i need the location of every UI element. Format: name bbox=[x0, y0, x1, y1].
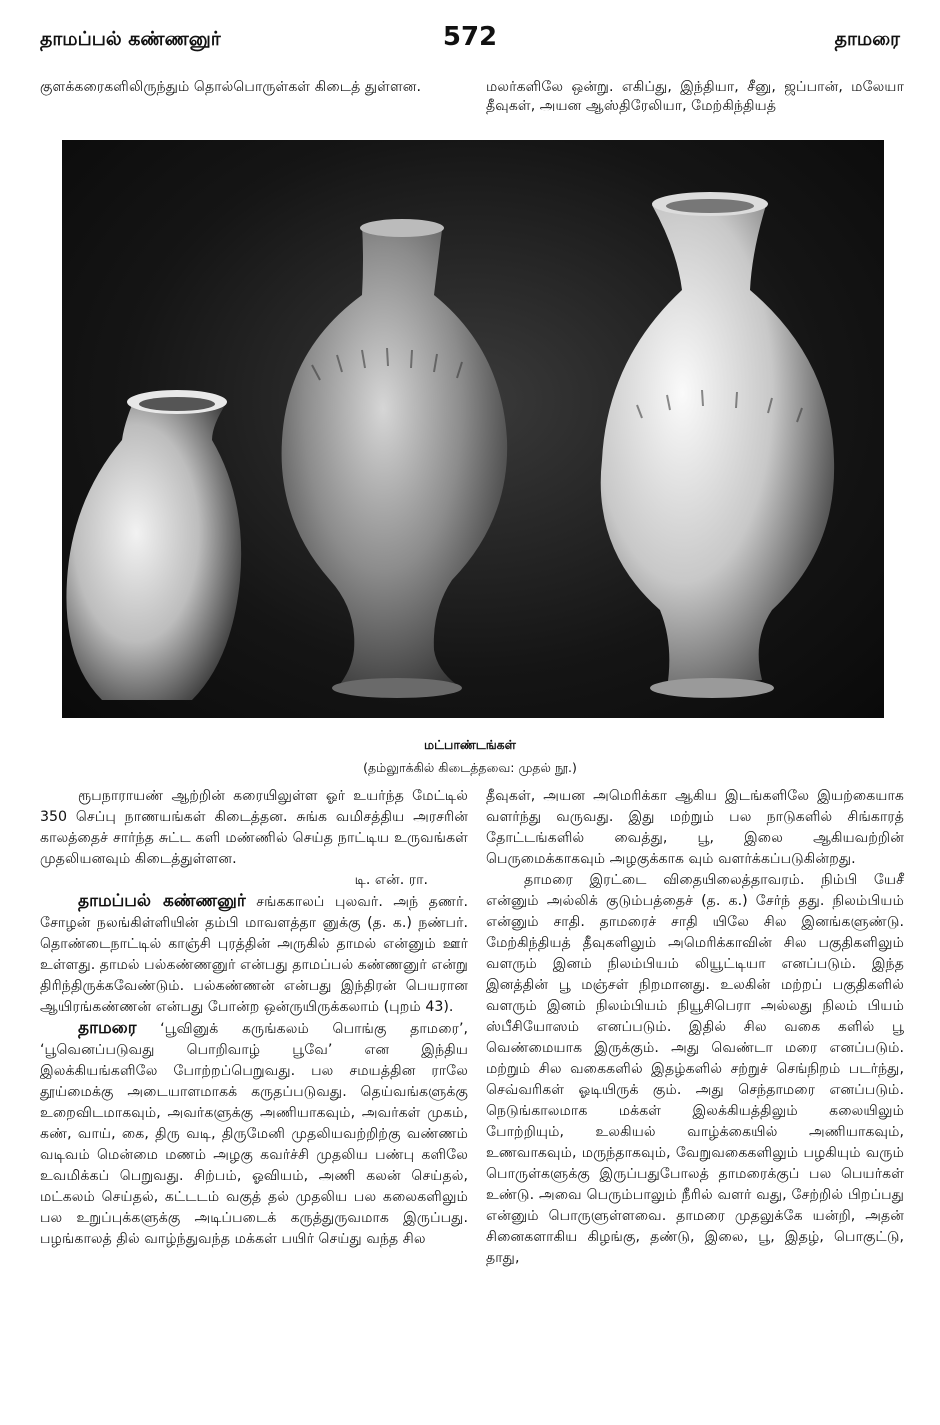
pottery-photograph bbox=[62, 140, 884, 718]
author-signature: டி. என். ரா. bbox=[354, 872, 428, 888]
entry-body: ‘பூவினுக் கருங்கலம் பொங்கு தாமரை’, ‘பூவெனப்படுவது பொறிவாழ் பூவே’ என இந்திய இலக்கியங்களிலே போற்றப்பெறுவது. பல சமயத்தின ராலே தூய்மைக்கு அடையாளமாகக் கருதப்படுவது. தெய்வங்களுக்கு உறைவிடமாகவும், அவர்களுக்கு அணியாகவும், அவர்கள் முகம், கண், வாய், கை, திரு வடி, திருமேனி முதலியவற்றிற்கு வண்ணம் வடிவம் மென்மை மணம் அழகு கவர்ச்சி முதலிய பண்பு களிலே உவமிக்கப் பெறுவது. சிற்பம், ஓவியம், அணி கலன் செய்தல், மட்கலம் செய்தல், கட்டடம் வகுத் தல் முதலிய பல கலைகளிலும் பல உறுப்புக்களுக்கு அடிப்படைக் கருத்துருவமாக இருப்பது. பழங்காலத் தில் வாழ்ந்துவந்த மக்கள் பயிர் செய்து வந்த சில bbox=[40, 1021, 468, 1247]
entry-body: சங்ககாலப் புலவர். அந் தணர். சோழன் நலங்கிள்ளியின் தம்பி மாவளத்தா னுக்கு (த. க.) நண்பர். தொண்டைநாட்டில் காஞ்சி புரத்தின் அருகில் தாமல் என்னும் ஊர் உள்ளது. தாமல் பல்கண்ணனுர் என்பது தாமப்பல் கண்ணனுர் என்று திரிந்திருக்கவேண்டும். பல்கண்ணன் என்பது இந்திரன் பெயரான ஆயிரங்கண்ணன் என்பது போன்ற ஒன்ருயிருக்கலாம் (புறம் 43). bbox=[40, 894, 469, 1015]
running-head-right: தாமரை bbox=[834, 28, 900, 50]
entry-tamarai bbox=[40, 1018, 468, 1250]
continuation-text-right: மலர்களிலே ஒன்று. எகிப்து, இந்தியா, சீனு, ஜப்பான், மலேயா தீவுகள், அயன ஆஸ்திரேலியா, மேற்கிந்தியத் bbox=[486, 79, 904, 114]
page-header bbox=[40, 22, 900, 62]
top-right-text bbox=[486, 78, 904, 116]
figure-caption-title: மட்பாண்டங்கள் bbox=[424, 737, 516, 752]
entry-tamappal-kannanar bbox=[40, 891, 468, 1018]
left-column bbox=[40, 786, 468, 1250]
right-column bbox=[486, 786, 904, 1269]
paragraph: தீவுகள், அயன அமெரிக்கா ஆகிய இடங்களிலே இயற்கையாக வளர்ந்து வருவது. இது மற்றும் பல நாடுகளில் சிங்காரத் தோட்டங்களில் வைத்து, பூ, இலை ஆகியவற்றின் பெருமைக்காகவும் அழகுக்காக வும் வளர்க்கப்படுகின்றது. bbox=[486, 788, 904, 867]
entry-headword: தாமப்பல் கண்ணனுர் bbox=[78, 891, 246, 911]
top-left-text bbox=[40, 78, 468, 97]
running-head-left: தாமப்பல் கண்ணனுர் bbox=[40, 28, 221, 50]
paragraph: தாமரை இரட்டை விதையிலைத்தாவரம். நிம்பி யேசீ என்னும் அல்லிக் குடும்பத்தைச் (த. க.) சேர்ந் தது. நிலம்பியம் என்னும் சாதி. தாமரைச் சாதி யிலே சில இனங்களுண்டு. மேற்கிந்தியத் தீவுகளிலும் அமெரிக்காவின் சில பகுதிகளிலும் வளரும் இனம் நிலம்பியம் லியூட்டியா எனப்படும். இந்த இனத்தின் பூ மஞ்சள் நிறமானது. உலகின் மற்றப் பகுதிகளில் வளரும் இனம் நிலம்பியம் நியூசிபெரா அல்லது நிலம் பியம் ஸ்பீசியோஸம் எனப்படும். இதில் சில வகை களில் பூ வெண்மையாக இருக்கும். அது வெண்டா மரை எனப்படும். மற்றும் சில வகைகளில் இதழ்களில் சற்றுச் செங்நிறம் படர்ந்து, செவ்வரிகள் ஓடியிருக் கும். அது செந்தாமரை எனப்படும். நெடுங்காலமாக மக்கள் இலக்கியத்திலும் கலையிலும் போற்றியும், உலகியல் வாழ்க்கையில் அணியாகவும், உணவாகவும், மருந்தாகவும், வேறுவகைகளிலும் பழகியும் வரும் பொருள்களுக்கு இருப்பதுபோலத் தாமரைக்குப் பல பெயர்கள் உண்டு. அவை பெரும்பாலும் நீரில் வளர் வது, சேற்றில் பிறப்பது என்னும் பொருளுள்ளவை. தாமரை முதலுக்கே யன்றி, அதன் சினைகளாகிய கிழங்கு, தண்டு, இலை, பூ, இதழ், பொகுட்டு, தாது, bbox=[486, 872, 904, 1266]
pottery-vessels-image bbox=[62, 140, 884, 718]
continuation-text-left: குளக்கரைகளிலிருந்தும் தொல்பொருள்கள் கிடைத் துள்ளன. bbox=[40, 79, 422, 95]
entry-headword: தாமரை bbox=[78, 1018, 137, 1038]
paragraph: ரூபநாராயண் ஆற்றின் கரையிலுள்ள ஓர் உயர்ந்த மேட்டில் 350 செப்பு நாணயங்கள் கிடைத்தன. சுங்க வமிசத்திய அரசரின் காலத்தைச் சார்ந்த சுட்ட களி மண்ணில் செய்த நாட்டிய உருவங்கள் முதலியனவும் கிடைத்துள்ளன. bbox=[40, 788, 468, 867]
page-number: 572 bbox=[442, 22, 498, 52]
figure-caption-subtitle: (தம்லுாக்கில் கிடைத்தவை: முதல் நூ.) bbox=[363, 760, 577, 775]
